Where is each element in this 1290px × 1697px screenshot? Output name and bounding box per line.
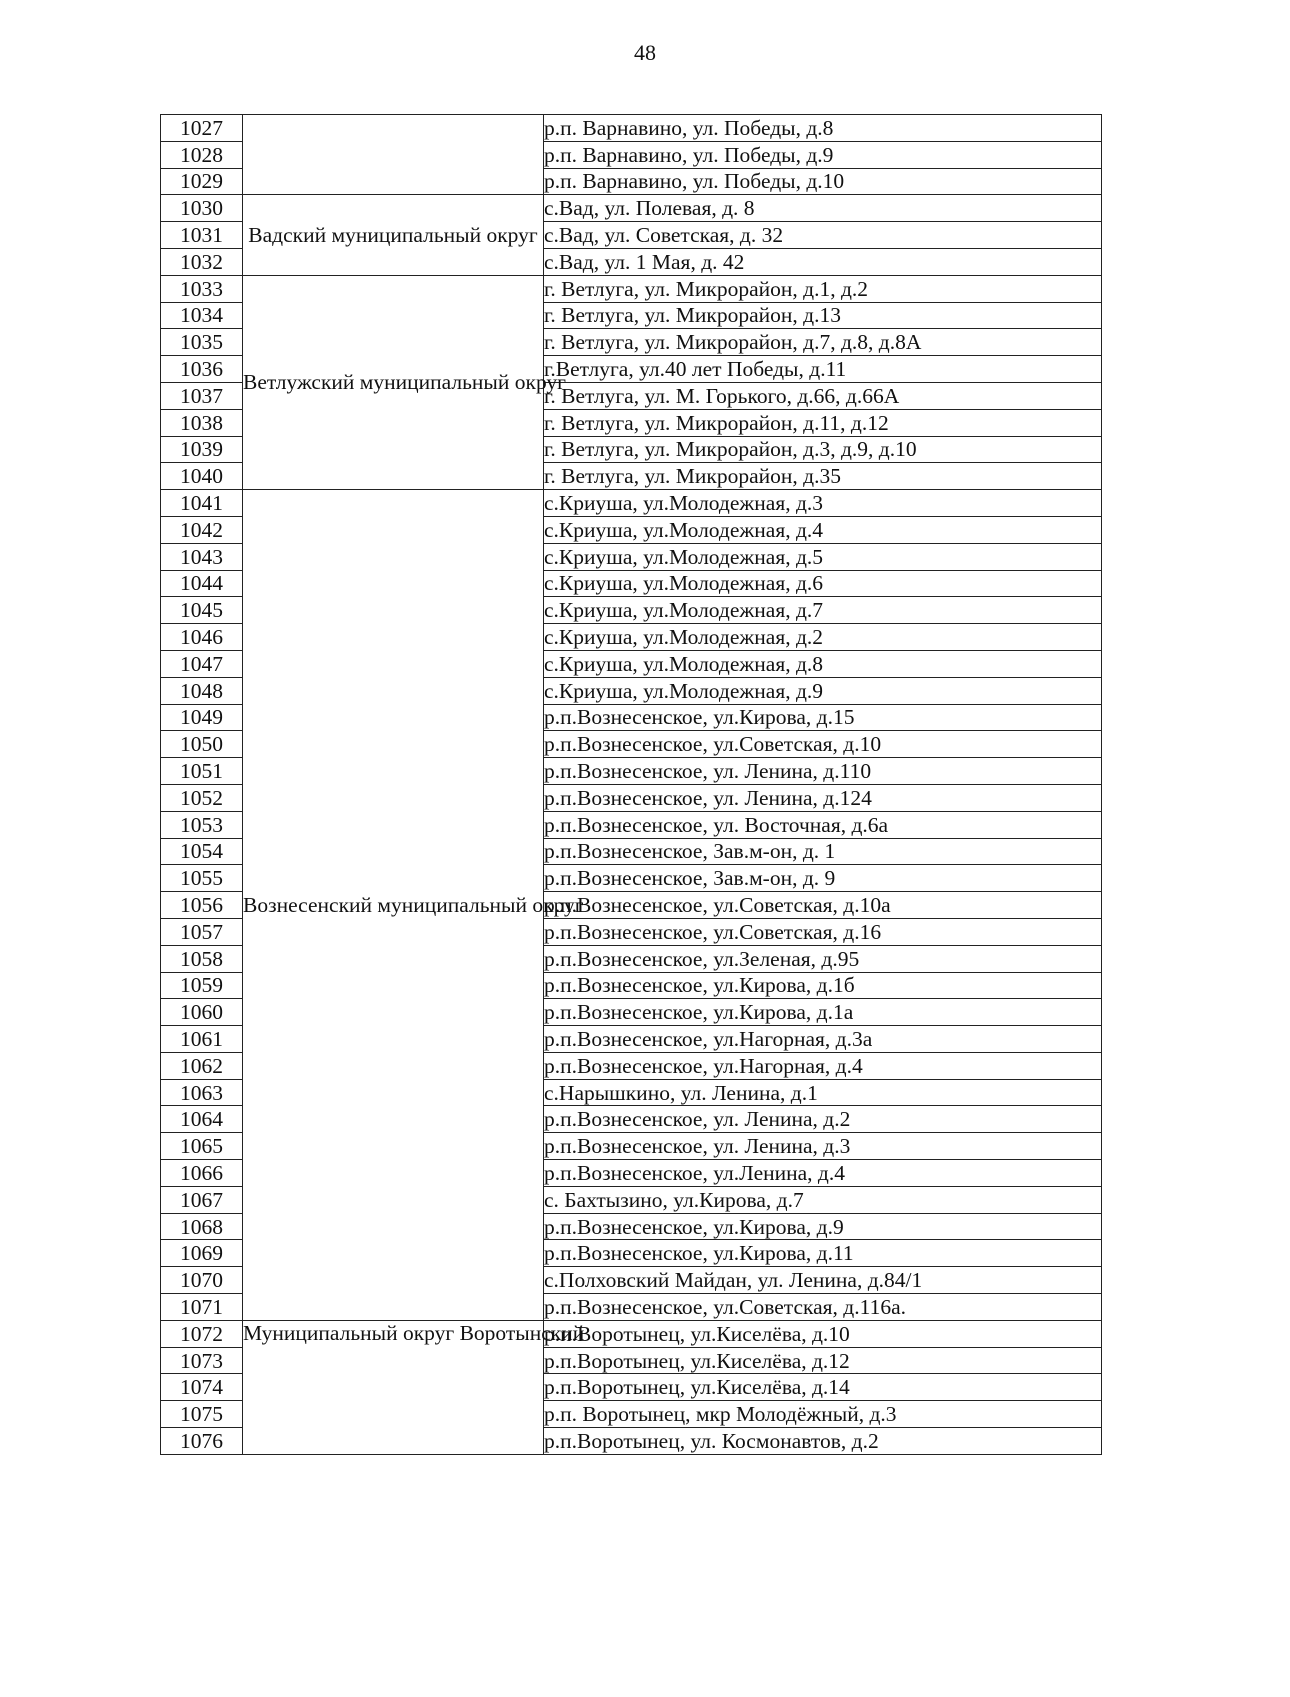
address-cell: р.п.Вознесенское, Зав.м-он, д. 9: [544, 865, 1102, 892]
address-cell: р.п.Вознесенское, ул.Зеленая, д.95: [544, 945, 1102, 972]
address-cell: с.Криуша, ул.Молодежная, д.9: [544, 677, 1102, 704]
row-number: 1071: [161, 1294, 243, 1321]
address-cell: р.п.Вознесенское, ул.Кирова, д.9: [544, 1213, 1102, 1240]
row-number: 1027: [161, 115, 243, 142]
address-cell: с.Нарышкино, ул. Ленина, д.1: [544, 1079, 1102, 1106]
table-row: [161, 115, 1102, 142]
row-number: 1066: [161, 1160, 243, 1187]
address-cell: р.п.Вознесенское, ул. Ленина, д.110: [544, 758, 1102, 785]
page-number: 48: [634, 40, 656, 65]
row-number: 1034: [161, 302, 243, 329]
address-cell: г.Ветлуга, ул.40 лет Победы, д.11: [544, 356, 1102, 383]
address-cell: с.Криуша, ул.Молодежная, д.8: [544, 650, 1102, 677]
address-cell: г. Ветлуга, ул. М. Горького, д.66, д.66А: [544, 382, 1102, 409]
row-number: 1061: [161, 1026, 243, 1053]
row-number: 1036: [161, 356, 243, 383]
row-number: 1035: [161, 329, 243, 356]
address-cell: р.п.Вознесенское, ул. Ленина, д.124: [544, 784, 1102, 811]
row-number: 1059: [161, 972, 243, 999]
address-cell: с.Криуша, ул.Молодежная, д.3: [544, 490, 1102, 517]
address-cell: р.п.Вознесенское, ул.Нагорная, д.4: [544, 1052, 1102, 1079]
address-cell: р.п.Вознесенское, ул.Советская, д.16: [544, 918, 1102, 945]
row-number: 1042: [161, 516, 243, 543]
table-row: [161, 275, 1102, 302]
row-number: 1050: [161, 731, 243, 758]
row-number: 1060: [161, 999, 243, 1026]
address-cell: р.п.Вознесенское, ул.Советская, д.116а.: [544, 1294, 1102, 1321]
row-number: 1044: [161, 570, 243, 597]
row-number: 1057: [161, 918, 243, 945]
row-number: 1053: [161, 811, 243, 838]
address-cell: г. Ветлуга, ул. Микрорайон, д.3, д.9, д.10: [544, 436, 1102, 463]
row-number: 1040: [161, 463, 243, 490]
address-cell: с.Вад, ул. Советская, д. 32: [544, 222, 1102, 249]
row-number: 1052: [161, 784, 243, 811]
row-number: 1041: [161, 490, 243, 517]
row-number: 1051: [161, 758, 243, 785]
address-cell: г. Ветлуга, ул. Микрорайон, д.11, д.12: [544, 409, 1102, 436]
address-cell: р.п.Воротынец, ул.Киселёва, д.12: [544, 1347, 1102, 1374]
address-cell: р.п.Вознесенское, ул.Кирова, д.1а: [544, 999, 1102, 1026]
row-number: 1032: [161, 248, 243, 275]
row-number: 1045: [161, 597, 243, 624]
row-number: 1047: [161, 650, 243, 677]
row-number: 1063: [161, 1079, 243, 1106]
row-number: 1076: [161, 1428, 243, 1455]
municipality-name: Муниципальный округ Воротынский: [243, 1320, 544, 1454]
row-number: 1049: [161, 704, 243, 731]
row-number: 1068: [161, 1213, 243, 1240]
row-number: 1062: [161, 1052, 243, 1079]
row-number: 1028: [161, 141, 243, 168]
table-row: [161, 1320, 1102, 1347]
row-number: 1058: [161, 945, 243, 972]
address-cell: г. Ветлуга, ул. Микрорайон, д.13: [544, 302, 1102, 329]
row-number: 1048: [161, 677, 243, 704]
address-cell: р.п.Вознесенское, ул.Советская, д.10а: [544, 892, 1102, 919]
address-cell: с.Вад, ул. Полевая, д. 8: [544, 195, 1102, 222]
row-number: 1054: [161, 838, 243, 865]
row-number: 1039: [161, 436, 243, 463]
address-cell: с.Криуша, ул.Молодежная, д.2: [544, 624, 1102, 651]
municipality-name: Вознесенский муниципальный округ: [243, 490, 544, 1321]
address-cell: р.п.Вознесенское, ул.Ленина, д.4: [544, 1160, 1102, 1187]
address-cell: р.п. Воротынец, мкр Молодёжный, д.3: [544, 1401, 1102, 1428]
address-cell: р.п. Варнавино, ул. Победы, д.9: [544, 141, 1102, 168]
address-cell: р.п.Вознесенское, ул.Кирова, д.11: [544, 1240, 1102, 1267]
table-row: [161, 490, 1102, 517]
address-cell: р.п. Варнавино, ул. Победы, д.8: [544, 115, 1102, 142]
address-cell: г. Ветлуга, ул. Микрорайон, д.35: [544, 463, 1102, 490]
address-cell: р.п.Вознесенское, ул.Нагорная, д.3а: [544, 1026, 1102, 1053]
address-cell: г. Ветлуга, ул. Микрорайон, д.1, д.2: [544, 275, 1102, 302]
municipality-name: [243, 115, 544, 195]
address-cell: р.п.Вознесенское, ул. Ленина, д.3: [544, 1133, 1102, 1160]
address-cell: с.Криуша, ул.Молодежная, д.7: [544, 597, 1102, 624]
row-number: 1067: [161, 1186, 243, 1213]
row-number: 1075: [161, 1401, 243, 1428]
address-cell: с.Криуша, ул.Молодежная, д.5: [544, 543, 1102, 570]
address-cell: с.Вад, ул. 1 Мая, д. 42: [544, 248, 1102, 275]
row-number: 1055: [161, 865, 243, 892]
address-cell: р.п.Вознесенское, ул. Ленина, д.2: [544, 1106, 1102, 1133]
row-number: 1065: [161, 1133, 243, 1160]
address-table: [160, 114, 1102, 1455]
row-number: 1056: [161, 892, 243, 919]
address-cell: р.п.Вознесенское, ул. Восточная, д.6а: [544, 811, 1102, 838]
address-cell: с. Бахтызино, ул.Кирова, д.7: [544, 1186, 1102, 1213]
address-cell: р.п.Воротынец, ул. Космонавтов, д.2: [544, 1428, 1102, 1455]
row-number: 1070: [161, 1267, 243, 1294]
row-number: 1074: [161, 1374, 243, 1401]
address-cell: г. Ветлуга, ул. Микрорайон, д.7, д.8, д.8А: [544, 329, 1102, 356]
row-number: 1029: [161, 168, 243, 195]
address-cell: р.п.Вознесенское, Зав.м-он, д. 1: [544, 838, 1102, 865]
row-number: 1073: [161, 1347, 243, 1374]
address-cell: р.п.Воротынец, ул.Киселёва, д.14: [544, 1374, 1102, 1401]
address-cell: р.п.Вознесенское, ул.Кирова, д.1б: [544, 972, 1102, 999]
row-number: 1033: [161, 275, 243, 302]
table-row: [161, 195, 1102, 222]
row-number: 1046: [161, 624, 243, 651]
row-number: 1043: [161, 543, 243, 570]
address-table-body: [161, 115, 1102, 1455]
row-number: 1038: [161, 409, 243, 436]
address-cell: с.Полховский Майдан, ул. Ленина, д.84/1: [544, 1267, 1102, 1294]
address-cell: р.п. Варнавино, ул. Победы, д.10: [544, 168, 1102, 195]
row-number: 1064: [161, 1106, 243, 1133]
row-number: 1030: [161, 195, 243, 222]
address-cell: р.п.Вознесенское, ул.Советская, д.10: [544, 731, 1102, 758]
address-cell: с.Криуша, ул.Молодежная, д.4: [544, 516, 1102, 543]
row-number: 1072: [161, 1320, 243, 1347]
address-cell: р.п.Воротынец, ул.Киселёва, д.10: [544, 1320, 1102, 1347]
municipality-name: Вадский муниципальный округ: [243, 195, 544, 275]
row-number: 1031: [161, 222, 243, 249]
row-number: 1069: [161, 1240, 243, 1267]
address-cell: с.Криуша, ул.Молодежная, д.6: [544, 570, 1102, 597]
address-cell: р.п.Вознесенское, ул.Кирова, д.15: [544, 704, 1102, 731]
municipality-name: Ветлужский муниципальный округ: [243, 275, 544, 489]
row-number: 1037: [161, 382, 243, 409]
